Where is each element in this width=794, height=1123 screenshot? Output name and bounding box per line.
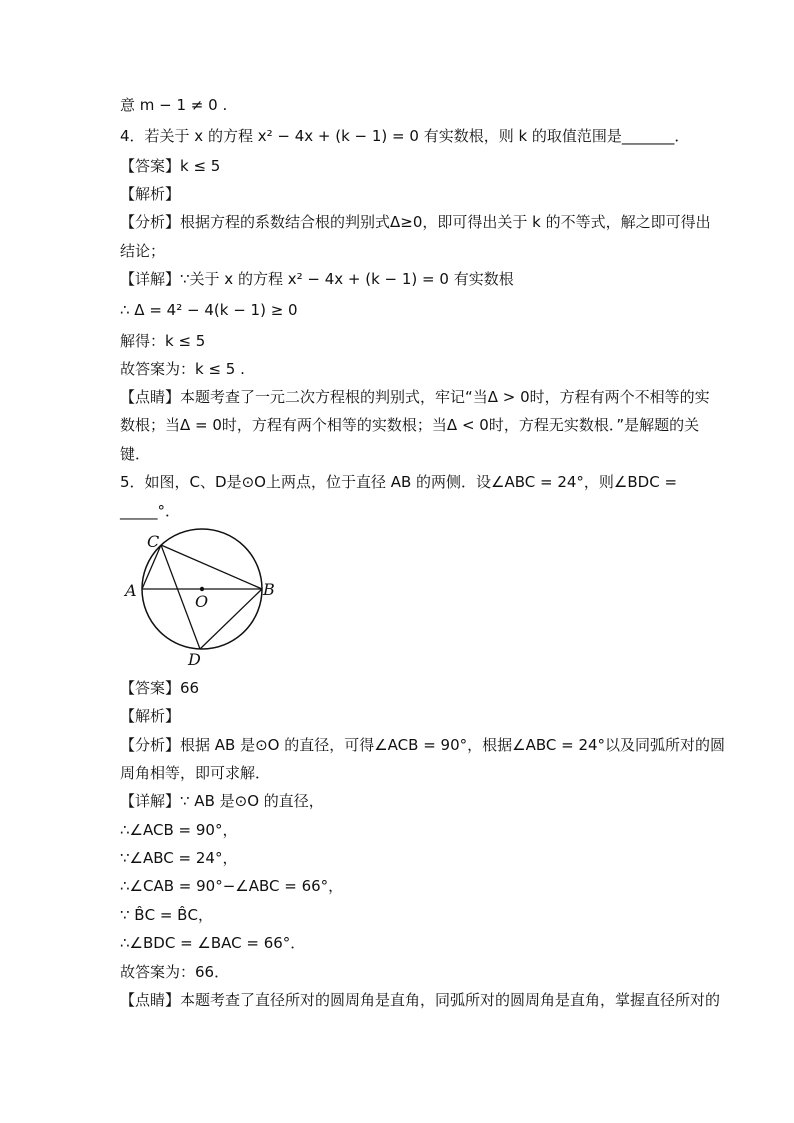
label-d: D: [188, 650, 201, 669]
label-a: A: [125, 581, 137, 600]
answer-5: 【答案】66: [120, 679, 200, 697]
comment-4-line-1: 【点睛】本题考查了一元二次方程根的判别式，牢记“当Δ > 0时，方程有两个不相等的实: [120, 388, 710, 406]
detail-4-line-3: 解得：k ≤ 5: [120, 332, 206, 350]
question-4: 4．若关于 x 的方程 x² − 4x + (k − 1) = 0 有实数根，则 k 的取值范围是_______．: [120, 127, 690, 145]
label-o: O: [195, 592, 209, 611]
detail-4-line-2: ∴ Δ = 4² − 4(k − 1) ≥ 0: [120, 301, 298, 319]
comment-5-line-1: 【点睛】本题考查了直径所对的圆周角是直角，同弧所对的圆周角是直角，掌握直径所对的: [120, 991, 721, 1009]
question-5-line-2: _____°．: [120, 502, 181, 520]
detail-5-line-7: 故答案为：66．: [120, 963, 230, 981]
analysis-4-line-1: 【分析】根据方程的系数结合根的判别式Δ≥0，即可得出关于 k 的不等式，解之即可得出: [120, 213, 711, 231]
chord-cb: [161, 545, 262, 589]
analysis-5-line-1: 【分析】根据 AB 是⊙O 的直径，可得∠ACB = 90°，根据∠ABC = 24°以及同弧所对的圆: [120, 736, 726, 754]
detail-4-line-4: 故答案为：k ≤ 5 .: [120, 360, 245, 378]
detail-5-line-3: ∵∠ABC = 24°，: [120, 849, 238, 867]
analysis-4-line-2: 结论；: [120, 242, 166, 260]
detail-5-line-5: ∵ B̂C = B̂C，: [120, 906, 213, 924]
detail-5-line-6: ∴∠BDC = ∠BAC = 66°．: [120, 934, 306, 952]
comment-4-line-2: 数根；当Δ = 0时，方程有两个相等的实数根；当Δ < 0时，方程无实数根．”是解题的关: [120, 416, 700, 434]
chord-db: [200, 589, 262, 649]
circle-figure: [120, 525, 280, 670]
circle-diagram: [120, 525, 280, 670]
analysis-heading-4: 【解析】: [120, 185, 181, 203]
detail-5-line-2: ∴∠ACB = 90°，: [120, 821, 238, 839]
text-line-1: 意 m − 1 ≠ 0 .: [120, 96, 228, 114]
detail-5-line-4: ∴∠CAB = 90°−∠ABC = 66°，: [120, 877, 344, 895]
comment-4-line-3: 键．: [120, 445, 151, 463]
question-5-line-1: 5．如图，C、D是⊙O上两点，位于直径 AB 的两侧．设∠ABC = 24°，则∠BDC =: [120, 473, 678, 491]
analysis-heading-5: 【解析】: [120, 707, 181, 725]
chord-ca: [142, 545, 161, 589]
center-point: [200, 587, 204, 591]
label-c: C: [147, 532, 160, 551]
detail-5-line-1: 【详解】∵ AB 是⊙O 的直径，: [120, 792, 324, 810]
label-b: B: [263, 580, 275, 599]
answer-4: 【答案】k ≤ 5: [120, 157, 221, 175]
detail-4-line-1: 【详解】∵关于 x 的方程 x² − 4x + (k − 1) = 0 有实数根: [120, 270, 514, 288]
analysis-5-line-2: 周角相等，即可求解．: [120, 764, 271, 782]
